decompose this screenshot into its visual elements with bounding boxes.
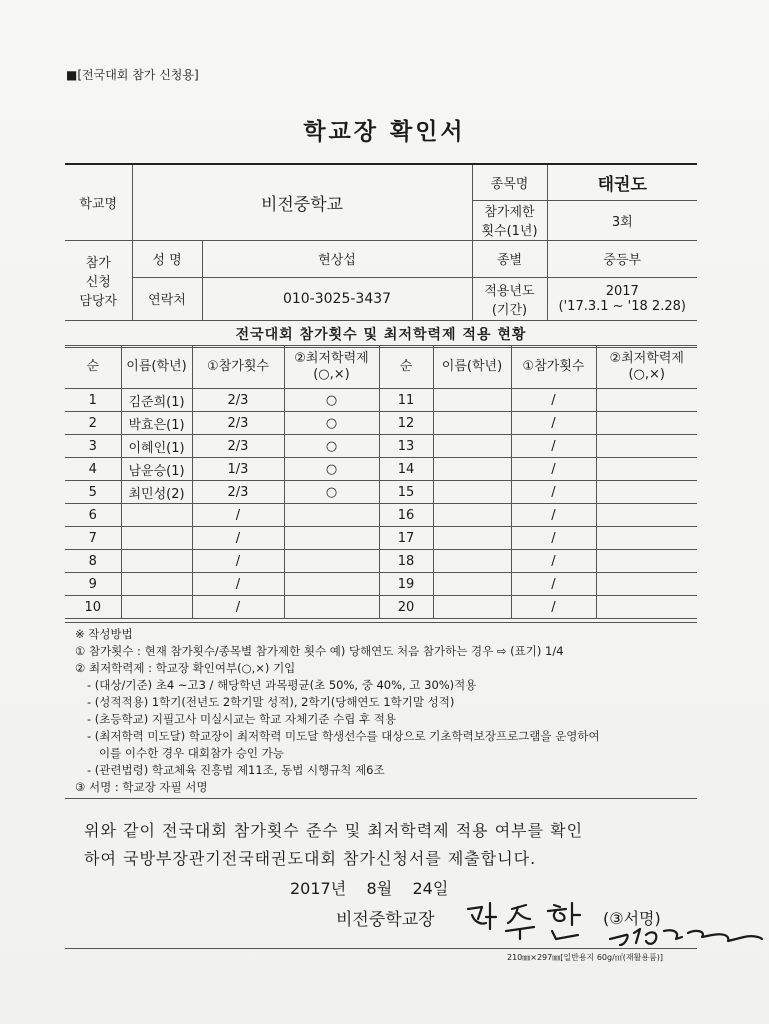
col-count-header-2: ①참가횟수 xyxy=(511,346,596,389)
row-name-2 xyxy=(433,504,511,527)
row-min-academic: ○ xyxy=(284,435,379,458)
row-min-academic-2 xyxy=(596,596,697,619)
row-name: 박효은(1) xyxy=(121,412,192,435)
row-name xyxy=(121,527,192,550)
participation-limit-value: 3회 xyxy=(547,200,697,240)
table-row xyxy=(65,573,697,596)
row-name xyxy=(121,596,192,619)
row-name-2 xyxy=(433,435,511,458)
row-no: 10 xyxy=(65,596,121,619)
row-name-2 xyxy=(433,481,511,504)
instruction-subitem: - (최저학력 미도달) 학교장이 최저학력 미도달 학생선수를 대상으로 기초학력보장프로그램을 운영하여 xyxy=(87,729,600,743)
col-name-header-2: 이름(학년) xyxy=(433,346,511,389)
col-no-header-2: 순 xyxy=(379,346,433,389)
table-row xyxy=(65,504,697,527)
manager-name-value: 현상섭 xyxy=(202,240,472,277)
event-value: 태권도 xyxy=(547,164,697,200)
row-no-2: 18 xyxy=(379,550,433,573)
row-count: 2/3 xyxy=(192,412,284,435)
division-label: 종별 xyxy=(472,240,547,277)
row-name-2 xyxy=(433,389,511,412)
row-name: 이혜인(1) xyxy=(121,435,192,458)
document-title: 학교장 확인서 xyxy=(303,119,466,145)
table-row xyxy=(65,389,697,412)
row-count-2: / xyxy=(511,481,596,504)
row-no-2: 15 xyxy=(379,481,433,504)
row-no-2: 20 xyxy=(379,596,433,619)
row-min-academic xyxy=(284,527,379,550)
instruction-item: ① 참가횟수 : 현재 참가횟수/종목별 참가제한 횟수 예) 당해연도 처음 참가하는 경우 ⇨ (표기) 1/4 xyxy=(75,644,564,658)
row-count: / xyxy=(192,596,284,619)
row-no-2: 11 xyxy=(379,389,433,412)
row-no: 8 xyxy=(65,550,121,573)
instruction-subitem: - (관련법령) 학교체육 진흥법 제11조, 동법 시행규칙 제6조 xyxy=(87,763,385,777)
row-name-2 xyxy=(433,596,511,619)
table-row xyxy=(65,596,697,619)
row-min-academic: ○ xyxy=(284,389,379,412)
row-min-academic-2 xyxy=(596,481,697,504)
contact-label: 연락처 xyxy=(132,277,202,320)
row-no: 2 xyxy=(65,412,121,435)
row-min-academic xyxy=(284,596,379,619)
applied-year-value: 2017 ('17.3.1 ~ '18 2.28) xyxy=(547,277,697,320)
table-row xyxy=(65,550,697,573)
row-count: / xyxy=(192,527,284,550)
writing-instructions xyxy=(65,622,697,799)
instruction-subitem-cont: 이를 이수한 경우 대회참가 승인 가능 xyxy=(99,746,284,760)
row-name-2 xyxy=(433,412,511,435)
row-name: 김준희(1) xyxy=(121,389,192,412)
table-row xyxy=(65,435,697,458)
applied-year-label: 적용년도 (기간) xyxy=(472,277,547,320)
table-row xyxy=(65,412,697,435)
division-value: 중등부 xyxy=(547,240,697,277)
row-min-academic-2 xyxy=(596,573,697,596)
row-min-academic-2 xyxy=(596,527,697,550)
manager-name-label: 성 명 xyxy=(132,240,202,277)
row-min-academic: ○ xyxy=(284,481,379,504)
row-name xyxy=(121,573,192,596)
row-count-2: / xyxy=(511,389,596,412)
row-count-2: / xyxy=(511,573,596,596)
row-no: 4 xyxy=(65,458,121,481)
status-table-caption: 전국대회 참가횟수 및 최저학력제 적용 현황 xyxy=(65,320,697,347)
school-info-table xyxy=(65,163,697,348)
row-no: 6 xyxy=(65,504,121,527)
row-no: 9 xyxy=(65,573,121,596)
row-name-2 xyxy=(433,527,511,550)
table-row xyxy=(65,527,697,550)
table-header-row xyxy=(65,346,697,389)
row-no-2: 12 xyxy=(379,412,433,435)
row-name: 남윤승(1) xyxy=(121,458,192,481)
row-name-2 xyxy=(433,550,511,573)
col-name-header: 이름(학년) xyxy=(121,346,192,389)
instructions-heading: ※ 작성방법 xyxy=(75,627,133,641)
participation-limit-label: 참가제한 횟수(1년) xyxy=(472,200,547,240)
event-label: 종목명 xyxy=(472,164,547,200)
submission-date: 2017년 8월 24일 xyxy=(290,879,449,898)
contact-value: 010-3025-3437 xyxy=(202,277,472,320)
school-name-label: 학교명 xyxy=(65,164,132,240)
signature-mark-label: (③서명) xyxy=(603,909,661,928)
row-no-2: 14 xyxy=(379,458,433,481)
row-min-academic-2 xyxy=(596,412,697,435)
row-no-2: 13 xyxy=(379,435,433,458)
row-min-academic-2 xyxy=(596,550,697,573)
row-count: / xyxy=(192,573,284,596)
row-name-2 xyxy=(433,458,511,481)
row-no-2: 16 xyxy=(379,504,433,527)
row-name-2 xyxy=(433,573,511,596)
instruction-item: ③ 서명 : 학교장 자필 서명 xyxy=(75,780,208,794)
row-min-academic: ○ xyxy=(284,412,379,435)
row-min-academic-2 xyxy=(596,458,697,481)
bottom-divider xyxy=(65,948,697,949)
instruction-subitem: - (초등학교) 지필고사 미실시교는 학교 자체기준 수립 후 적용 xyxy=(87,712,396,726)
row-min-academic xyxy=(284,504,379,527)
row-min-academic-2 xyxy=(596,389,697,412)
document-category-label: ■[전국대회 참가 신청용] xyxy=(66,68,199,82)
instruction-subitem: - (대상/기준) 초4 ~고3 / 해당학년 과목평균(초 50%, 중 40%, 고 30%)적용 xyxy=(87,678,477,692)
row-count: 1/3 xyxy=(192,458,284,481)
row-no: 7 xyxy=(65,527,121,550)
instruction-subitem: - (성적적용) 1학기(전년도 2학기말 성적), 2학기(당해연도 1학기말 성적) xyxy=(87,695,455,709)
participation-status-table xyxy=(65,345,697,619)
row-count: / xyxy=(192,504,284,527)
row-count-2: / xyxy=(511,504,596,527)
paper-spec-footnote: 210㎜×297㎜[일반용지 60g/㎡(재활용품)] xyxy=(507,953,664,962)
confirmation-statement-line-2: 하여 국방부장관기전국태권도대회 참가신청서를 제출합니다. xyxy=(84,849,537,868)
row-name: 최민성(2) xyxy=(121,481,192,504)
table-row xyxy=(65,458,697,481)
row-no-2: 19 xyxy=(379,573,433,596)
row-count-2: / xyxy=(511,435,596,458)
row-count-2: / xyxy=(511,412,596,435)
row-count: / xyxy=(192,550,284,573)
row-count-2: / xyxy=(511,527,596,550)
row-no-2: 17 xyxy=(379,527,433,550)
row-count: 2/3 xyxy=(192,389,284,412)
handwritten-signature xyxy=(460,895,765,960)
confirmation-statement-line-1: 위와 같이 전국대회 참가횟수 준수 및 최저학력제 적용 여부를 확인 xyxy=(84,821,584,840)
row-no: 5 xyxy=(65,481,121,504)
row-count: 2/3 xyxy=(192,435,284,458)
row-count-2: / xyxy=(511,458,596,481)
row-min-academic-2 xyxy=(596,504,697,527)
row-no: 3 xyxy=(65,435,121,458)
instruction-item: ② 최저학력제 : 학교장 확인여부(○,×) 기입 xyxy=(75,661,296,675)
table-row xyxy=(65,481,697,504)
school-name-value: 비전중학교 xyxy=(132,164,472,240)
col-min-academic-header-2: ②최저학력제 (○,×) xyxy=(596,346,697,389)
row-count: 2/3 xyxy=(192,481,284,504)
row-min-academic-2 xyxy=(596,435,697,458)
row-name xyxy=(121,550,192,573)
row-name xyxy=(121,504,192,527)
row-min-academic: ○ xyxy=(284,458,379,481)
row-count-2: / xyxy=(511,596,596,619)
col-no-header: 순 xyxy=(65,346,121,389)
col-count-header: ①참가횟수 xyxy=(192,346,284,389)
row-min-academic xyxy=(284,573,379,596)
row-no: 1 xyxy=(65,389,121,412)
row-count-2: / xyxy=(511,550,596,573)
col-min-academic-header: ②최저학력제 (○,×) xyxy=(284,346,379,389)
row-min-academic xyxy=(284,550,379,573)
manager-label: 참가 신청 담당자 xyxy=(65,240,132,320)
principal-title: 비전중학교장 xyxy=(336,910,435,930)
